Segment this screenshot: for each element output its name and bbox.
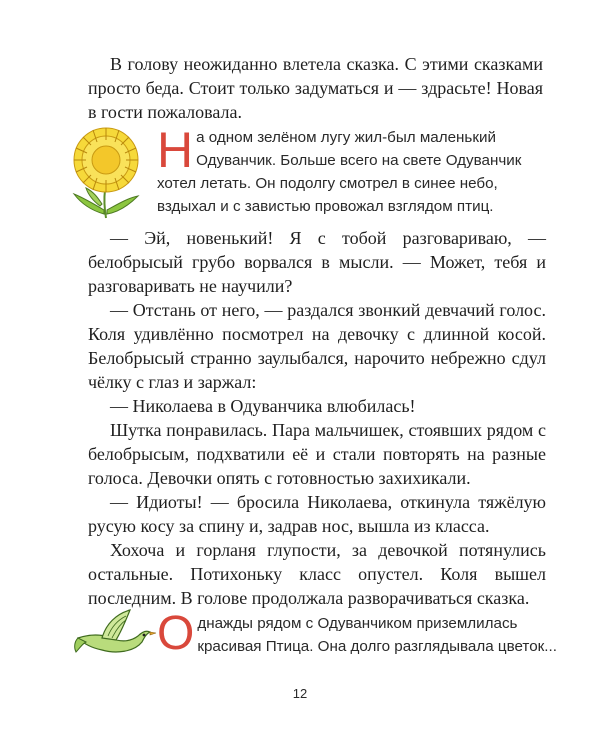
page-number: 12 bbox=[292, 686, 308, 701]
tale-block-1-text: а одном зелёном лугу жил-был маленький Одуванчик. Больше всего на свете Одуванчик хотел летать. Он подолгу смотрел в синее небо, вздыхал и с завистью провожал взглядом птиц. bbox=[157, 129, 522, 215]
story-paragraph: — Идиоты! — бросила Николаева, откинула тяжёлую русую косу за спину и, задрав нос, вышла из класса. bbox=[88, 492, 546, 536]
tale-block-2 bbox=[157, 607, 557, 660]
story-paragraph: Шутка понравилась. Пара мальчишек, стоявших рядом с белобрысым, подхватили её и стали повторять на разные голоса. Девочки опять с готовностью захихикали. bbox=[88, 420, 546, 488]
tale-block-1 bbox=[157, 122, 557, 218]
tale-block-2-text: днажды рядом с Одуванчиком приземлилась красивая Птица. Она долго разглядывала цветок... bbox=[197, 615, 557, 655]
intro-paragraph: В голову неожиданно влетела сказка. С этими сказками просто беда. Стоит только задуматься и — здрасьте! Новая в гости пожаловала. bbox=[88, 54, 543, 122]
story-paragraph: — Эй, новенький! Я с тобой разговариваю, — белобрысый грубо ворвался в мысли. — Может, тебя и разговаривать не научили? bbox=[88, 228, 546, 296]
dandelion-illustration bbox=[60, 120, 152, 222]
story-paragraph: Хохоча и горланя глупости, за девочкой потянулись остальные. Потихоньку класс опустел. Коля вышел последним. В голове продолжала разворачиваться сказка. bbox=[88, 540, 546, 608]
bird-illustration bbox=[72, 604, 158, 660]
story-text bbox=[88, 226, 546, 610]
drop-cap-letter: Н bbox=[157, 122, 194, 178]
intro-text bbox=[88, 52, 543, 124]
story-paragraph: — Николаева в Одуванчика влюбилась! bbox=[110, 396, 416, 416]
story-paragraph: — Отстань от него, — раздался звонкий девчачий голос. Коля удивлённо посмотрел на девочку с длинной косой. Белобрысый странно заулыбался, нарочито небрежно сдул чёлку с глаз и заржал: bbox=[88, 300, 546, 392]
drop-cap-letter: О bbox=[157, 607, 195, 660]
